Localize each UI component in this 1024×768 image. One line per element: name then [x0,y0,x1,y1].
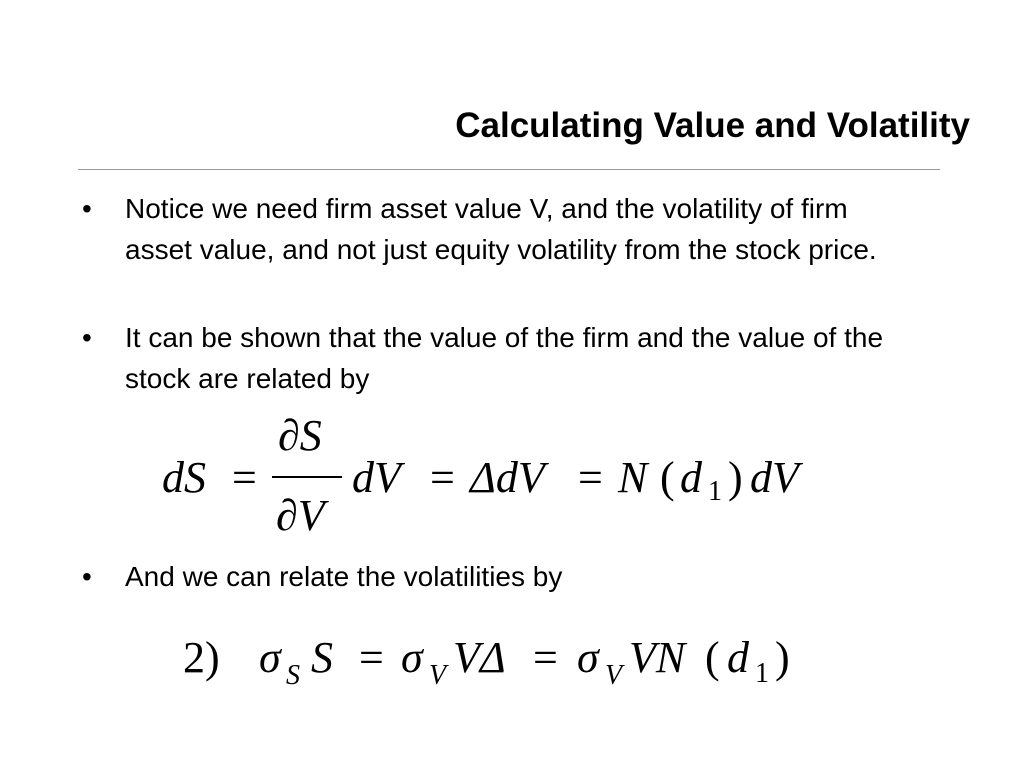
eq2-sigma-S: σ [259,633,281,682]
eq1-N: N [618,453,648,502]
eq1-denominator: ∂V [276,491,325,540]
bullet-icon: • [82,193,92,224]
eq2-subscript-V-2: V [605,660,623,691]
eq2-open-paren: ( [705,633,720,682]
eq1-d: d [680,453,702,502]
equation-dS-relation [150,410,850,545]
eq2-equals-2: = [533,633,558,682]
slide-title: Calculating Value and Volatility [455,106,970,145]
eq1-term-dV: dV [352,453,401,502]
eq1-open-paren: ( [660,453,675,502]
eq2-equals-1: = [359,633,384,682]
bullet-icon: • [82,561,92,592]
bullet-icon: • [82,322,92,353]
bullet-item-volatilities [82,556,922,597]
bullet-text: It can be shown that the value of the firm and the value of the stock are related by [125,322,884,394]
eq2-sigma-V: σ [401,633,423,682]
eq1-numerator: ∂S [278,411,322,460]
eq2-VN: VN [629,633,686,682]
eq1-equals: = [232,453,257,502]
eq1-equals-3: = [578,453,603,502]
eq1-trailing-dV: dV [750,453,799,502]
bullet-item-firm-stock-relation [82,317,922,399]
eq2-number: 2) [183,633,220,682]
eq2-subscript-V: V [429,660,447,691]
bullet-text: Notice we need firm asset value V, and the volatility of firm asset value, and not just equity volatility from the stock price. [125,193,877,265]
eq2-d: d [727,633,749,682]
title-divider [78,169,940,170]
eq2-V-delta: VΔ [453,633,506,682]
equation-volatility-relation [175,620,835,700]
eq2-sigma-V-2: σ [577,633,599,682]
eq2-subscript-1: 1 [755,658,769,689]
eq1-delta-dV: ΔdV [470,453,545,502]
eq2-close-paren: ) [775,633,790,682]
eq2-S: S [311,633,333,682]
eq2-subscript-S: S [286,660,300,691]
bullet-item-asset-value [82,188,922,270]
eq1-equals-2: = [430,453,455,502]
eq1-lhs: dS [162,453,206,502]
bullet-text: And we can relate the volatilities by [125,561,563,592]
eq1-close-paren: ) [728,453,743,502]
eq1-subscript-1: 1 [708,476,722,507]
